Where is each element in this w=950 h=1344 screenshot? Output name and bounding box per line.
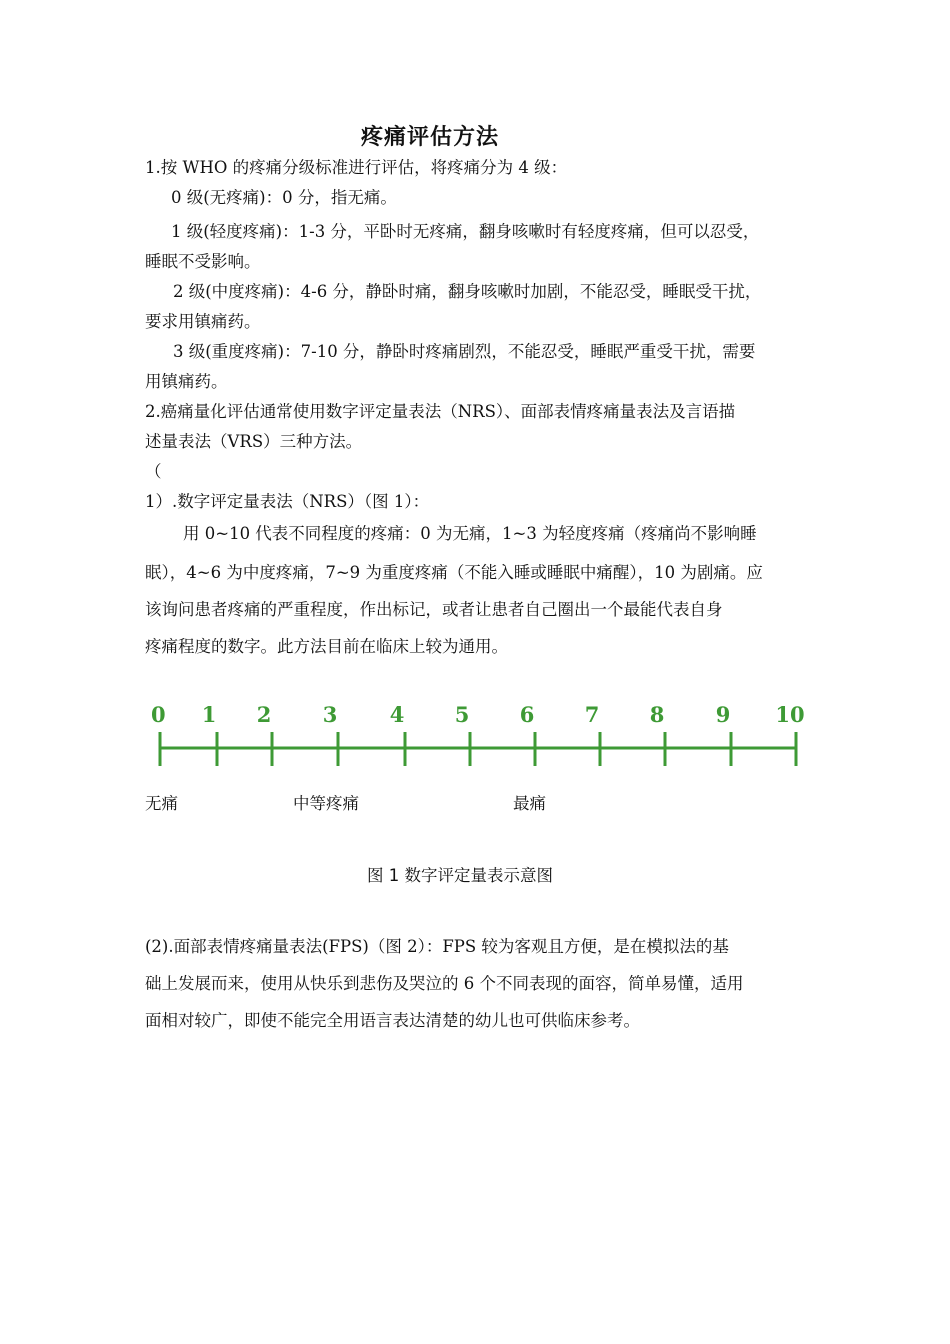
paragraph-line: 2 级(中度疼痛)：4-6 分，静卧时痛，翻身咳嗽时加剧，不能忍受，睡眠受干扰， [173, 282, 762, 301]
paragraph-line: 用 0~10 代表不同程度的疼痛：0 为无痛，1~3 为轻度疼痛（疼痛尚不影响睡 [183, 524, 757, 543]
scale-label-3: 3 [322, 702, 338, 727]
scale-anchor-worst: 最痛 [513, 794, 546, 813]
paragraph-line: 眠），4~6 为中度疼痛，7~9 为重度疼痛（不能入睡或睡眠中痛醒），10 为剧痛。应 [145, 563, 763, 582]
paragraph-line: 面相对较广，即使不能完全用语言表达清楚的幼儿也可供临床参考。 [145, 1011, 640, 1030]
paragraph-line: 用镇痛药。 [145, 372, 228, 391]
scale-label-5: 5 [454, 702, 470, 727]
scale-label-6: 6 [519, 702, 535, 727]
paragraph-line: 3 级(重度疼痛)：7-10 分，静卧时疼痛剧烈，不能忍受，睡眠严重受干扰，需要 [173, 342, 756, 361]
figure-caption: 图 1 数字评定量表示意图 [367, 866, 553, 885]
scale-label-1: 1 [201, 702, 217, 727]
nrs-scale-figure [0, 690, 950, 780]
paragraph-line: 0 级(无疼痛)：0 分，指无痛。 [171, 188, 397, 207]
scale-label-8: 8 [649, 702, 665, 727]
paragraph-line: 1 级(轻度疼痛)：1-3 分，平卧时无疼痛，翻身咳嗽时有轻度疼痛，但可以忍受， [171, 222, 760, 241]
scale-label-2: 2 [256, 702, 272, 727]
paragraph-line: 础上发展而来，使用从快乐到悲伤及哭泣的 6 个不同表现的面容，简单易懂，适用 [145, 974, 744, 993]
scale-label-7: 7 [584, 702, 600, 727]
scale-label-9: 9 [715, 702, 731, 727]
paragraph-line: （ [145, 462, 162, 481]
scale-label-0: 0 [151, 702, 166, 727]
scale-label-4: 4 [389, 702, 405, 727]
document-title: 疼痛评估方法 [360, 125, 499, 150]
scale-anchor-none: 无痛 [145, 794, 178, 813]
paragraph-line: 要求用镇痛药。 [145, 312, 261, 331]
scale-anchor-moderate: 中等疼痛 [293, 794, 359, 813]
paragraph-line: 疼痛程度的数字。此方法目前在临床上较为通用。 [145, 637, 508, 656]
section-heading: 1）.数字评定量表法（NRS）（图 1）： [145, 492, 430, 511]
paragraph-line: 述量表法（VRS）三种方法。 [145, 432, 363, 451]
paragraph-line: 1.按 WHO 的疼痛分级标准进行评估，将疼痛分为 4 级： [145, 158, 568, 177]
paragraph-line: 睡眠不受影响。 [145, 252, 261, 271]
scale-label-10: 10 [775, 702, 805, 727]
paragraph-line: 该询问患者疼痛的严重程度，作出标记，或者让患者自己圈出一个最能代表自身 [145, 600, 723, 619]
paragraph-line: 2.癌痛量化评估通常使用数字评定量表法（NRS）、面部表情疼痛量表法及言语描 [145, 402, 736, 421]
paragraph-line: (2).面部表情疼痛量表法(FPS)（图 2）：FPS 较为客观且方便，是在模拟法的基 [145, 937, 729, 956]
